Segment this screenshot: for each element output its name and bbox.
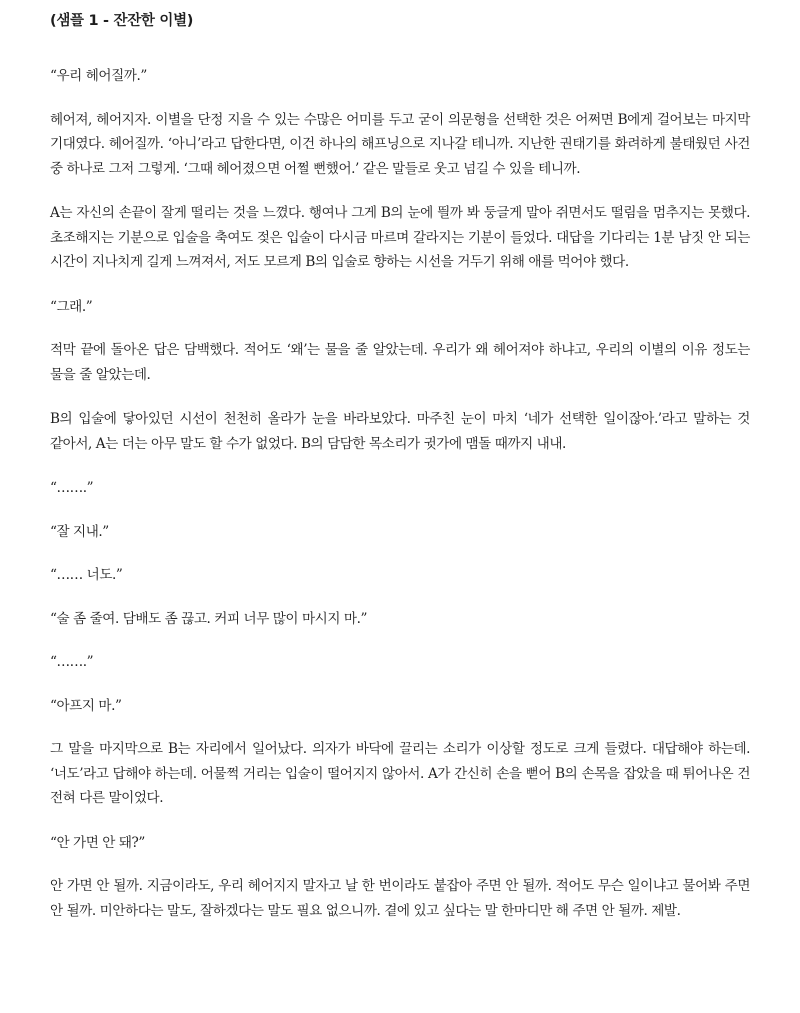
- narration-paragraph: 적막 끝에 돌아온 답은 담백했다. 적어도 ‘왜’는 물을 줄 알았는데. 우리가 왜 헤어져야 하냐고, 우리의 이별의 이유 정도는 물을 줄 알았는데.: [50, 342, 750, 383]
- dialogue-line: “안 가면 안 돼?”: [50, 834, 145, 851]
- dialogue-line: “…….”: [50, 480, 94, 496]
- dialogue-line: “잘 지내.”: [50, 523, 109, 540]
- document-body: [50, 64, 750, 923]
- narration-paragraph: 안 가면 안 될까. 지금이라도, 우리 헤어지지 말자고 날 한 번이라도 붙잡아 주면 안 될까. 적어도 무슨 일이냐고 물어봐 주면 안 될까. 미안하다는 말도, 잘하겠다는 말도 필요 없으니까. 곁에 있고 싶다는 말 한마디만 해 주면 안 될까. 제발.: [50, 878, 750, 919]
- dialogue-line: “아프지 마.”: [50, 697, 122, 714]
- dialogue-line: “그래.”: [50, 298, 93, 315]
- document-page: [50, 10, 750, 943]
- dialogue-line: “…….”: [50, 654, 94, 670]
- document-title: (샘플 1 - 잔잔한 이별): [50, 13, 194, 29]
- dialogue-line: “우리 헤어질까.”: [50, 68, 147, 84]
- narration-paragraph: 헤어져, 헤어지자. 이별을 단정 지을 수 있는 수많은 어미를 두고 굳이 의문형을 선택한 것은 어쩌면 B에게 걸어보는 마지막 기대였다. 헤어질까. ‘아니’라고 답한다면, 이건 하나의 해프닝으로 지나갈 테니까. 지난한 권태기를 화려하게 불태웠던 사건 중 하나로 그저 그렇게. ‘그때 헤어졌으면 어쩔 뻔했어.’ 같은 말들로 웃고 넘길 수 있을 테니까.: [50, 111, 750, 177]
- dialogue-line: “…… 너도.”: [50, 567, 123, 583]
- narration-paragraph: B의 입술에 닿아있던 시선이 천천히 올라가 눈을 바라보았다. 마주친 눈이 마치 ‘네가 선택한 일이잖아.’라고 말하는 것 같아서, A는 더는 아무 말도 할 수가 없었다. B의 담담한 목소리가 귓가에 맴돌 때까지 내내.: [50, 411, 750, 452]
- narration-paragraph: 그 말을 마지막으로 B는 자리에서 일어났다. 의자가 바닥에 끌리는 소리가 이상할 정도로 크게 들렸다. 대답해야 하는데. ‘너도’라고 답해야 하는데. 어물쩍 거리는 입술이 떨어지지 않아서. A가 간신히 손을 뻗어 B의 손목을 잡았을 때 튀어나온 건 전혀 다른 말이었다.: [50, 741, 750, 806]
- narration-paragraph: A는 자신의 손끝이 잘게 떨리는 것을 느꼈다. 행여나 그게 B의 눈에 띌까 봐 둥글게 말아 쥐면서도 떨림을 멈추지는 못했다. 초조해지는 기분으로 입술을 축여도 젖은 입술이 다시금 마르며 갈라지는 기분이 들었다. 대답을 기다리는 1분 남짓 안 되는 시간이 지나치게 길게 느껴져서, 저도 모르게 B의 입술로 향하는 시선을 거두기 위해 애를 먹어야 했다.: [50, 205, 750, 270]
- dialogue-line: “술 좀 줄여. 담배도 좀 끊고. 커피 너무 많이 마시지 마.”: [50, 610, 367, 627]
